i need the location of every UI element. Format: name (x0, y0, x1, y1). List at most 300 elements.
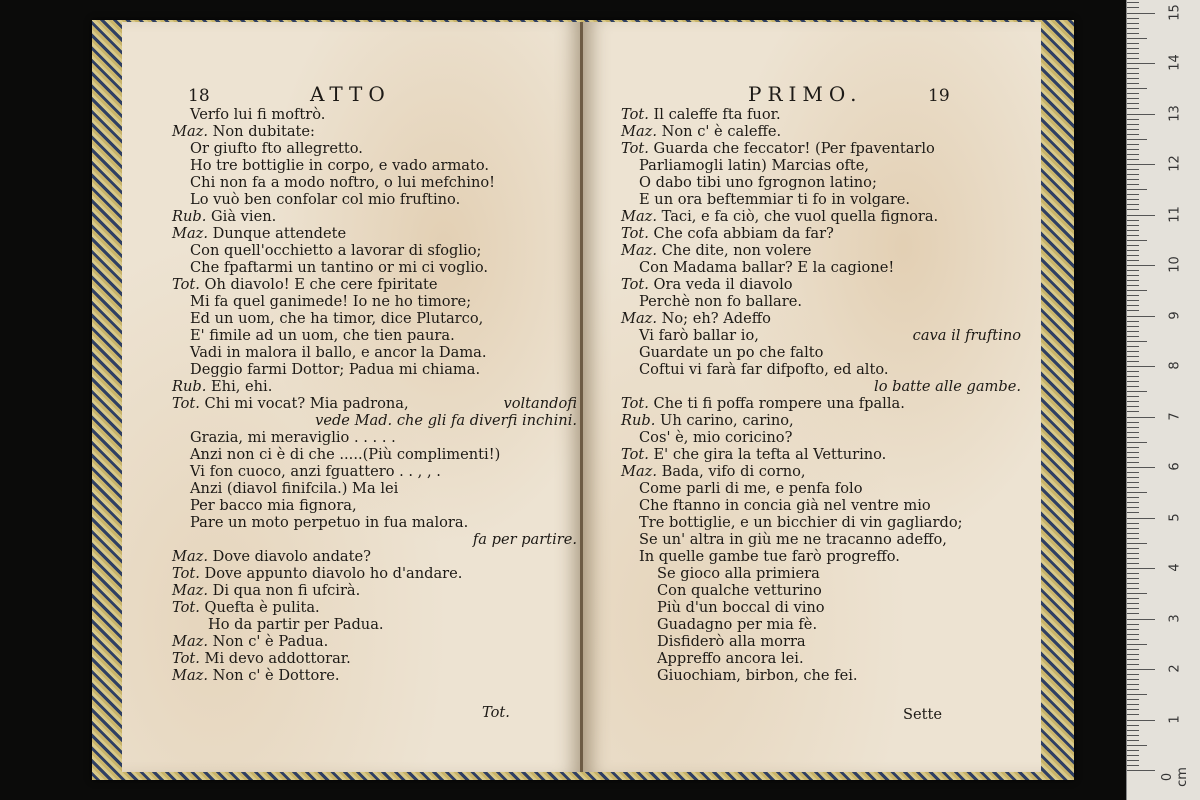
verse-text: Per bacco mia fignora, (190, 497, 357, 514)
ruler-tick (1127, 129, 1139, 130)
ruler-tick (1127, 760, 1139, 761)
verse-text: Grazia, mi meraviglio . . . . . (190, 429, 396, 446)
speaker-label: Maz. (621, 242, 657, 259)
text-line (621, 361, 1021, 378)
text-line (172, 548, 577, 565)
ruler-tick (1127, 573, 1139, 574)
text-line (172, 174, 577, 191)
ruler-tick (1127, 240, 1147, 241)
verse-text: Chi non fa a modo noftro, o lui mefchino! (190, 174, 496, 191)
text-line (621, 191, 1021, 208)
speaker-label: Tot. (172, 599, 200, 616)
ruler-tick (1127, 230, 1139, 231)
ruler-tick (1127, 422, 1139, 423)
ruler-tick (1127, 477, 1139, 478)
text-line (172, 123, 577, 140)
ruler-label: 9 (1167, 310, 1183, 320)
ruler-tick (1127, 523, 1139, 524)
verse-text: Guardate un po che falto (639, 344, 824, 361)
ruler-tick (1127, 442, 1147, 443)
text-line (621, 633, 1021, 650)
ruler-tick (1127, 341, 1147, 342)
text-line (172, 582, 577, 599)
verse-text: Vadi in malora il ballo, e ancor la Dama. (190, 344, 487, 361)
verse-text: Non dubitate: (207, 123, 315, 140)
ruler-tick (1127, 487, 1139, 488)
ruler-tick (1127, 63, 1155, 64)
text-line (621, 514, 1021, 531)
text-line (621, 259, 1021, 276)
ruler-tick (1127, 664, 1139, 665)
verse-text: Taci, e fa ciò, che vuol quella fignora. (656, 208, 939, 225)
ruler-label: 11 (1167, 205, 1183, 223)
text-line (621, 599, 1021, 616)
ruler-tick (1127, 33, 1139, 34)
speaker-label: Maz. (621, 208, 657, 225)
text-line (621, 106, 1021, 123)
ruler-tick (1127, 83, 1139, 84)
ruler-tick (1127, 674, 1139, 675)
ruler-label: 6 (1167, 462, 1183, 471)
left-page-header: ATTO (310, 82, 391, 106)
ruler-tick (1127, 48, 1139, 49)
text-line (621, 429, 1021, 446)
ruler-label: 1 (1167, 714, 1183, 724)
ruler-tick (1127, 295, 1139, 296)
verse-text: Non c' è Padua. (207, 633, 329, 650)
text-line (172, 259, 577, 276)
text-line (172, 497, 577, 514)
text-line (621, 480, 1021, 497)
ruler-label: 3 (1167, 613, 1183, 623)
ruler-tick (1127, 401, 1139, 402)
ruler-label: 8 (1167, 361, 1183, 370)
speaker-label: Maz. (172, 225, 208, 242)
ruler-tick (1127, 669, 1155, 670)
stage-direction: lo batte alle gambe. (874, 378, 1021, 395)
ruler-tick (1127, 502, 1139, 503)
ruler-tick (1127, 371, 1139, 372)
text-line (172, 463, 577, 480)
verse-text: E un ora beftemmiar ti fo in volgare. (639, 191, 911, 208)
ruler-tick (1127, 755, 1139, 756)
left-page-text (172, 106, 577, 684)
ruler-tick (1127, 204, 1139, 205)
ruler-tick (1127, 619, 1155, 620)
verse-text: Deggio farmi Dottor; Padua mi chiama. (190, 361, 481, 378)
measurement-ruler (1126, 0, 1200, 800)
ruler-label: 13 (1167, 104, 1183, 122)
ruler-tick (1127, 634, 1139, 635)
verse-text: Dove diavolo andate? (207, 548, 371, 565)
ruler-tick (1127, 310, 1139, 311)
verse-text: Vi fon cuoco, anzi fguattero . . , , . (190, 463, 441, 480)
right-page-text (621, 106, 1021, 684)
ruler-tick (1127, 260, 1139, 261)
ruler-tick (1127, 184, 1139, 185)
ruler-tick (1127, 593, 1147, 594)
ruler-tick (1127, 437, 1139, 438)
ruler-tick (1127, 169, 1139, 170)
ruler-tick (1127, 326, 1139, 327)
text-line (172, 344, 577, 361)
ruler-label: 15 (1167, 3, 1183, 21)
ruler-tick (1127, 720, 1155, 721)
verse-text: Ho tre bottiglie in corpo, e vado armato. (190, 157, 490, 174)
ruler-tick (1127, 396, 1139, 397)
ruler-tick (1127, 684, 1139, 685)
text-line (621, 395, 1021, 412)
stage-direction: fa per partire. (472, 531, 577, 548)
text-line (621, 531, 1021, 548)
text-line (172, 140, 577, 157)
verse-text: Con qualche vetturino (657, 582, 822, 599)
text-line (621, 446, 1021, 463)
ruler-tick (1127, 275, 1139, 276)
text-line (172, 446, 577, 463)
ruler-tick (1127, 730, 1139, 731)
verse-text: Che fpaftarmi un tantino or mi ci voglio. (190, 259, 489, 276)
text-line (172, 191, 577, 208)
verse-text: O dabo tibi uno fgrognon latino; (639, 174, 877, 191)
right-catchword: Sette (903, 706, 942, 723)
text-line (621, 616, 1021, 633)
speaker-label: Tot. (621, 446, 649, 463)
ruler-tick (1127, 58, 1139, 59)
ruler-tick (1127, 457, 1139, 458)
ruler-tick (1127, 528, 1139, 529)
ruler-tick (1127, 411, 1139, 412)
ruler-tick (1127, 507, 1139, 508)
ruler-tick (1127, 316, 1155, 317)
ruler-tick (1127, 119, 1139, 120)
ruler-tick (1127, 563, 1139, 564)
ruler-tick (1127, 270, 1139, 271)
ruler-tick (1127, 245, 1139, 246)
verse-text: Ho da partir per Padua. (208, 616, 384, 633)
ruler-tick (1127, 578, 1139, 579)
ruler-tick (1127, 108, 1139, 109)
text-line (172, 429, 577, 446)
ruler-tick (1127, 93, 1139, 94)
verse-text: Non c' è caleffe. (656, 123, 782, 140)
verse-text: Non c' è Dottore. (207, 667, 340, 684)
ruler-tick (1127, 290, 1147, 291)
ruler-tick (1127, 7, 1139, 8)
speaker-label: Tot. (172, 395, 200, 412)
speaker-label: Maz. (172, 667, 208, 684)
verse-text: Quefta è pulita. (199, 599, 320, 616)
verse-text: E' fimile ad un uom, che tien paura. (190, 327, 455, 344)
ruler-tick (1127, 103, 1139, 104)
ruler-label: 7 (1167, 411, 1183, 421)
text-line (172, 667, 577, 684)
ruler-label: 4 (1167, 563, 1183, 572)
ruler-tick (1127, 285, 1139, 286)
verse-text: Di qua non fi ufcirà. (207, 582, 361, 599)
ruler-tick (1127, 598, 1139, 599)
ruler-tick (1127, 255, 1139, 256)
verse-text: Il caleffe fta fuor. (648, 106, 781, 123)
ruler-tick (1127, 492, 1147, 493)
verse-text: Che dite, non volere (656, 242, 812, 259)
text-line (621, 157, 1021, 174)
verse-text: Perchè non fo ballare. (639, 293, 803, 310)
speaker-label: Tot. (621, 106, 649, 123)
ruler-tick (1127, 88, 1147, 89)
verse-text: Giuochiam, birbon, che fei. (657, 667, 858, 684)
ruler-tick (1127, 225, 1139, 226)
text-line (172, 395, 577, 412)
ruler-tick (1127, 533, 1139, 534)
verse-text: Che ti fi poffa rompere una fpalla. (648, 395, 905, 412)
stage-direction: vede Mad. che gli fa diverfi inchini. (315, 412, 577, 429)
text-line (621, 123, 1021, 140)
verse-text: Guarda che feccator! (Per fpaventarlo (648, 140, 935, 157)
text-line (621, 140, 1021, 157)
verse-text: Vi farò ballar io, (639, 327, 759, 344)
verse-text: Dunque attendete (207, 225, 347, 242)
ruler-tick (1127, 462, 1139, 463)
ruler-tick (1127, 346, 1139, 347)
speaker-label: Maz. (172, 633, 208, 650)
ruler-tick (1127, 336, 1139, 337)
text-line (172, 225, 577, 242)
right-page-number: 19 (928, 86, 950, 106)
right-page (583, 22, 1041, 772)
speaker-label: Maz. (621, 123, 657, 140)
text-line (621, 565, 1021, 582)
verse-text: Come parli di me, e penfa folo (639, 480, 863, 497)
verse-text: E' che gira la tefta al Vetturino. (648, 446, 887, 463)
ruler-tick (1127, 134, 1139, 135)
text-line (172, 599, 577, 616)
text-line (621, 174, 1021, 191)
text-line (621, 225, 1021, 242)
text-line (172, 157, 577, 174)
verse-text: Oh diavolo! E che cere fpiritate (199, 276, 438, 293)
ruler-tick (1127, 406, 1139, 407)
speaker-label: Maz. (172, 548, 208, 565)
verse-text: Verfo lui fi moftrò. (190, 106, 326, 123)
ruler-tick (1127, 624, 1139, 625)
stage-direction: voltandofi (503, 395, 577, 412)
verse-text: Ehi, ehi. (206, 378, 273, 395)
verse-text: Ora veda il diavolo (648, 276, 793, 293)
ruler-tick (1127, 543, 1147, 544)
verse-text: Bada, vifo di corno, (656, 463, 806, 480)
ruler-tick (1127, 300, 1139, 301)
ruler-tick (1127, 644, 1147, 645)
ruler-tick (1127, 265, 1155, 266)
text-line (621, 412, 1021, 429)
text-line (172, 378, 577, 395)
ruler-label: 14 (1167, 54, 1183, 71)
ruler-label: 5 (1167, 512, 1183, 522)
ruler-tick (1127, 250, 1139, 251)
ruler-tick (1127, 745, 1147, 746)
ruler-tick (1127, 497, 1139, 498)
ruler-tick (1127, 351, 1139, 352)
ruler-tick (1127, 709, 1139, 710)
ruler-tick (1127, 639, 1139, 640)
text-line (172, 412, 577, 429)
speaker-label: Maz. (172, 582, 208, 599)
ruler-tick (1127, 23, 1139, 24)
text-line (172, 361, 577, 378)
text-line (172, 208, 577, 225)
ruler-tick (1127, 209, 1139, 210)
ruler-tick (1127, 427, 1139, 428)
ruler-tick (1127, 144, 1139, 145)
ruler-tick (1127, 740, 1139, 741)
text-line (172, 276, 577, 293)
verse-text: No; eh? Adeffo (656, 310, 771, 327)
speaker-label: Rub. (621, 412, 656, 429)
speaker-label: Tot. (172, 650, 200, 667)
text-line (172, 106, 577, 123)
ruler-tick (1127, 2, 1139, 3)
text-line (172, 310, 577, 327)
ruler-tick (1127, 770, 1155, 771)
ruler-tick (1127, 518, 1155, 519)
ruler-tick (1127, 588, 1139, 589)
ruler-tick (1127, 114, 1155, 115)
speaker-label: Tot. (172, 565, 200, 582)
ruler-tick (1127, 68, 1139, 69)
verse-text: Ed un uom, che ha timor, dice Plutarco, (190, 310, 484, 327)
ruler-label: 0 cm (1160, 767, 1190, 787)
text-line (172, 293, 577, 310)
ruler-tick (1127, 305, 1139, 306)
text-line (621, 310, 1021, 327)
verse-text: Anzi non ci è di che .....(Più complimenti!) (190, 446, 501, 463)
left-catchword: Tot. (482, 704, 510, 721)
text-line (621, 378, 1021, 395)
text-line (172, 565, 577, 582)
ruler-tick (1127, 512, 1139, 513)
ruler-tick (1127, 199, 1139, 200)
verse-text: Appreffo ancora lei. (657, 650, 804, 667)
verse-text: Anzi (diavol finifcila.) Ma lei (190, 480, 399, 497)
text-line (621, 276, 1021, 293)
ruler-tick (1127, 154, 1139, 155)
ruler-tick (1127, 699, 1139, 700)
speaker-label: Maz. (172, 123, 208, 140)
ruler-tick (1127, 654, 1139, 655)
ruler-tick (1127, 98, 1139, 99)
text-line (621, 344, 1021, 361)
ruler-tick (1127, 235, 1139, 236)
verse-text: Se un' altra in giù me ne tracanno adeffo, (639, 531, 947, 548)
ruler-tick (1127, 649, 1139, 650)
text-line (172, 633, 577, 650)
ruler-tick (1127, 321, 1139, 322)
verse-text: Che ftanno in concia già nel ventre mio (639, 497, 931, 514)
text-line (621, 293, 1021, 310)
ruler-tick (1127, 361, 1139, 362)
verse-text: Mi fa quel ganimede! Io ne ho timore; (190, 293, 472, 310)
ruler-tick (1127, 220, 1139, 221)
ruler-tick (1127, 482, 1139, 483)
ruler-tick (1127, 689, 1139, 690)
text-line (621, 242, 1021, 259)
ruler-tick (1127, 467, 1155, 468)
ruler-tick (1127, 603, 1139, 604)
verse-text: Già vien. (206, 208, 277, 225)
speaker-label: Rub. (172, 208, 207, 225)
verse-text: Disfiderò alla morra (657, 633, 806, 650)
ruler-tick (1127, 194, 1139, 195)
ruler-tick (1127, 417, 1155, 418)
ruler-tick (1127, 366, 1155, 367)
ruler-tick (1127, 189, 1147, 190)
ruler-tick (1127, 679, 1139, 680)
text-line (172, 650, 577, 667)
ruler-tick (1127, 53, 1139, 54)
verse-text: Se gioco alla primiera (657, 565, 820, 582)
speaker-label: Rub. (172, 378, 207, 395)
text-line (621, 497, 1021, 514)
ruler-tick (1127, 558, 1139, 559)
ruler-tick (1127, 78, 1139, 79)
ruler-tick (1127, 704, 1139, 705)
speaker-label: Tot. (621, 276, 649, 293)
verse-text: Pare un moto perpetuo in fua malora. (190, 514, 469, 531)
text-line (621, 208, 1021, 225)
text-line (172, 327, 577, 344)
text-line (621, 548, 1021, 565)
ruler-tick (1127, 73, 1139, 74)
text-line (172, 514, 577, 531)
verse-text: Tre bottiglie, e un bicchier di vin gagliardo; (639, 514, 963, 531)
ruler-tick (1127, 38, 1147, 39)
ruler-tick (1127, 381, 1139, 382)
ruler-tick (1127, 164, 1155, 165)
ruler-tick (1127, 583, 1139, 584)
verse-text: Più d'un boccal di vino (657, 599, 825, 616)
ruler-tick (1127, 179, 1139, 180)
verse-text: Lo vuò ben confolar col mio fruftino. (190, 191, 461, 208)
text-line (621, 327, 1021, 344)
ruler-tick (1127, 159, 1139, 160)
ruler-tick (1127, 18, 1139, 19)
verse-text: Dove appunto diavolo ho d'andare. (199, 565, 463, 582)
right-page-header: PRIMO. (748, 82, 863, 106)
verse-text: Con Madama ballar? E la cagione! (639, 259, 895, 276)
ruler-label: 2 (1167, 664, 1183, 673)
verse-text: Che cofa abbiam da far? (648, 225, 834, 242)
ruler-tick (1127, 735, 1139, 736)
ruler-tick (1127, 765, 1139, 766)
ruler-tick (1127, 568, 1155, 569)
speaker-label: Maz. (621, 310, 657, 327)
verse-text: Parliamogli latin) Marcias ofte, (639, 157, 870, 174)
ruler-tick (1127, 629, 1139, 630)
ruler-tick (1127, 432, 1139, 433)
text-line (172, 242, 577, 259)
ruler-tick (1127, 124, 1139, 125)
verse-text: Coftui vi farà far difpofto, ed alto. (639, 361, 889, 378)
text-line (172, 616, 577, 633)
ruler-tick (1127, 280, 1139, 281)
ruler-tick (1127, 43, 1139, 44)
text-line (621, 667, 1021, 684)
ruler-tick (1127, 149, 1139, 150)
speaker-label: Maz. (621, 463, 657, 480)
verse-text: Uh carino, carino, (655, 412, 794, 429)
verse-text: Or giufto fto allegretto. (190, 140, 363, 157)
